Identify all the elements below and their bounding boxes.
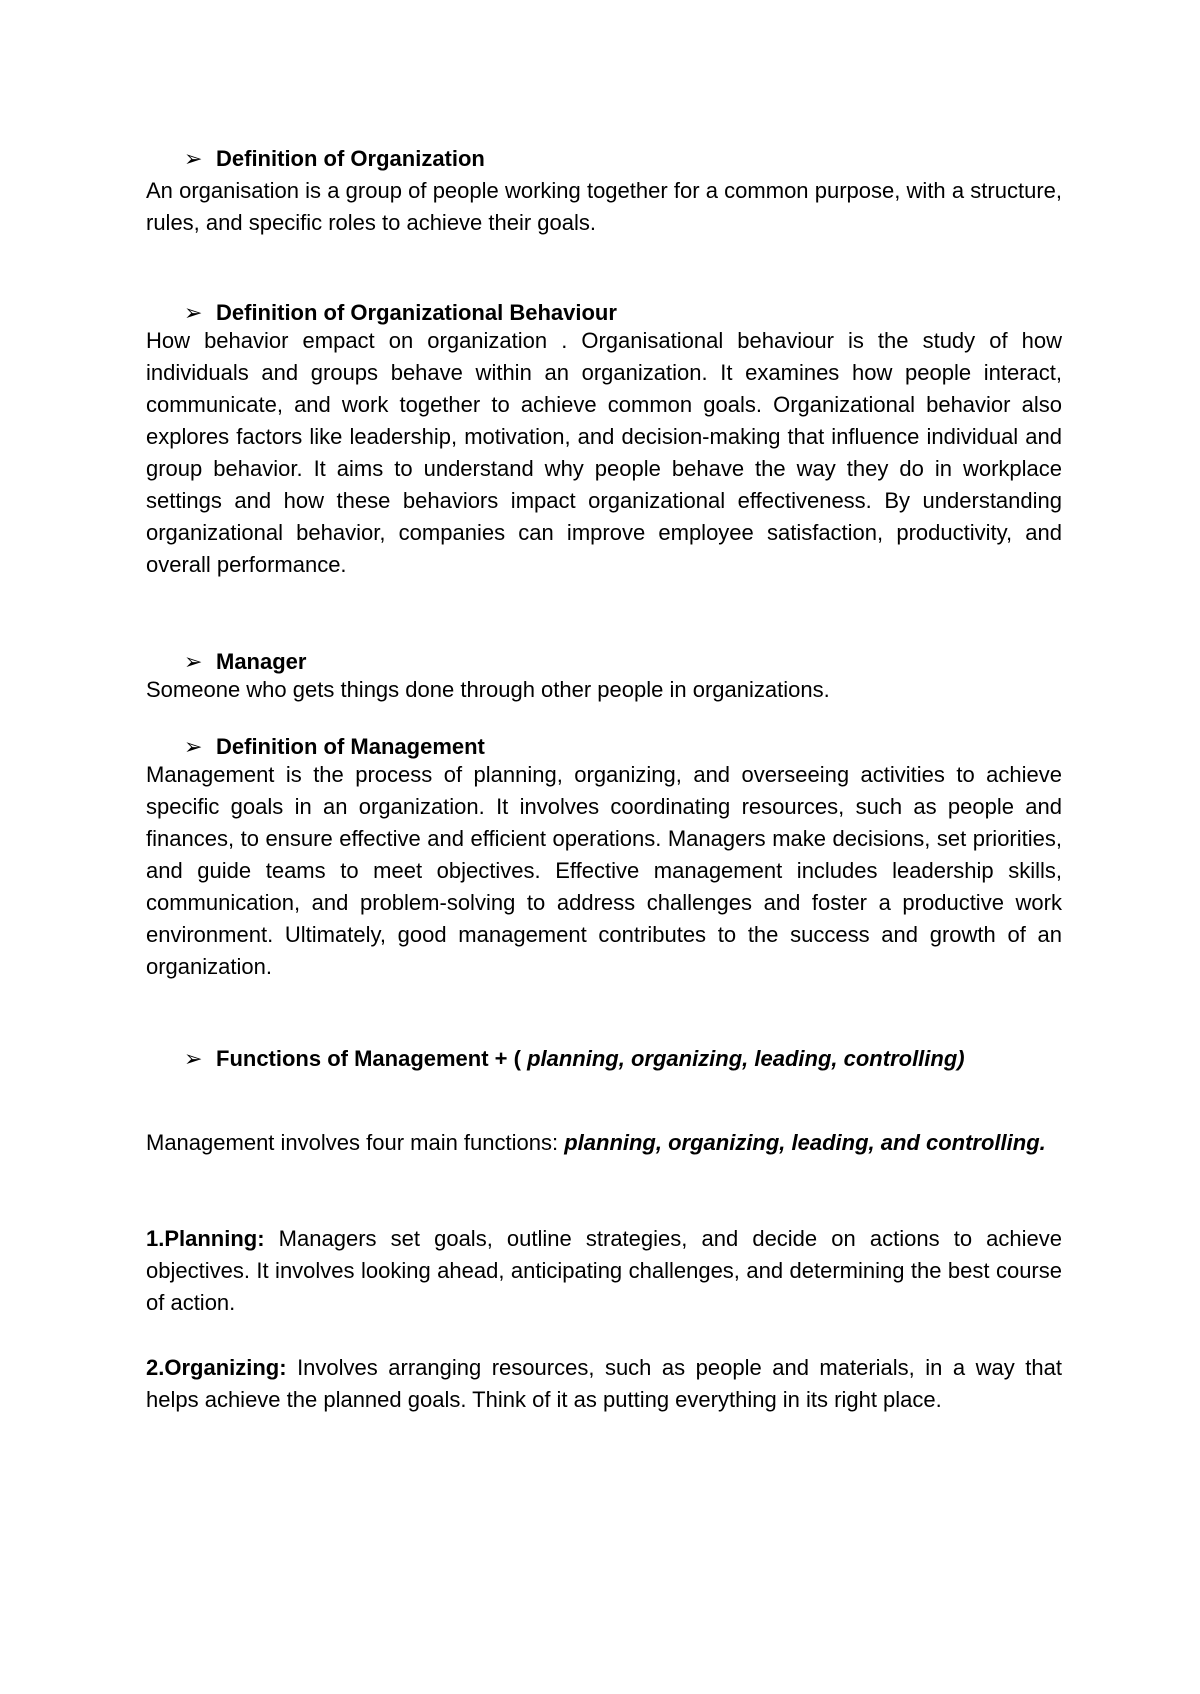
- organizing-text: Involves arranging resources, such as people and materials, in a way that helps achieve the planned goals. Think of it as putting everything in its right place.: [146, 1355, 1062, 1412]
- paragraph-management: Management is the process of planning, organizing, and overseeing activities to achieve specific goals in an organization. It involves coordinating resources, such as people and finances, to ensure effective and efficient operations. Managers make decisions, set priorities, and guide teams to meet objectives. Effective management includes leadership skills, communication, and problem-solving to address challenges and foster a productive work environment. Ultimately, good management contributes to the success and growth of an organization.: [146, 762, 1062, 979]
- heading-definition-of-organization: [184, 143, 485, 175]
- paragraph-manager: Someone who gets things done through other people in organizations.: [146, 677, 830, 702]
- heading-text: Definition of Organization: [216, 146, 485, 171]
- planning-label: 1.Planning:: [146, 1226, 265, 1251]
- arrow-bullet-icon: ➢: [184, 300, 203, 325]
- paragraph-organization: An organisation is a group of people working together for a common purpose, with a structure, rules, and specific roles to achieve their goals.: [146, 178, 1062, 235]
- paragraph-organizing: [146, 1352, 1062, 1416]
- arrow-bullet-icon: ➢: [184, 146, 203, 171]
- arrow-bullet-icon: ➢: [184, 649, 203, 674]
- planning-text: Managers set goals, outline strategies, and decide on actions to achieve objectives. It involves looking ahead, anticipating challenges, and determining the best course of action.: [146, 1226, 1062, 1315]
- arrow-bullet-icon: ➢: [184, 734, 203, 759]
- arrow-bullet-icon: ➢: [184, 1046, 203, 1071]
- intro-text: Management involves four main functions:: [146, 1130, 565, 1155]
- intro-emphasis: planning, organizing, leading, and controlling.: [564, 1130, 1046, 1155]
- paragraph-functions-intro: [146, 1127, 1062, 1159]
- heading-text: Definition of Organizational Behaviour: [216, 300, 617, 325]
- heading-italic-functions: planning, organizing, leading, controlling): [527, 1046, 965, 1071]
- heading-text: Functions of Management + (: [216, 1046, 528, 1071]
- heading-text: Definition of Management: [216, 734, 485, 759]
- organizing-label: 2.Organizing:: [146, 1355, 287, 1380]
- heading-text: Manager: [216, 649, 307, 674]
- paragraph-planning: [146, 1223, 1062, 1319]
- heading-functions-of-management: [184, 1043, 965, 1075]
- paragraph-organizational-behaviour: How behavior empact on organization . Organisational behaviour is the study of how individuals and groups behave within an organization. It examines how people interact, communicate, and work together to achieve common goals. Organizational behavior also explores factors like leadership, motivation, and decision-making that influence individual and group behavior. It aims to understand why people behave the way they do in workplace settings and how these behaviors impact organizational effectiveness. By understanding organizational behavior, companies can improve employee satisfaction, productivity, and overall performance.: [146, 328, 1062, 577]
